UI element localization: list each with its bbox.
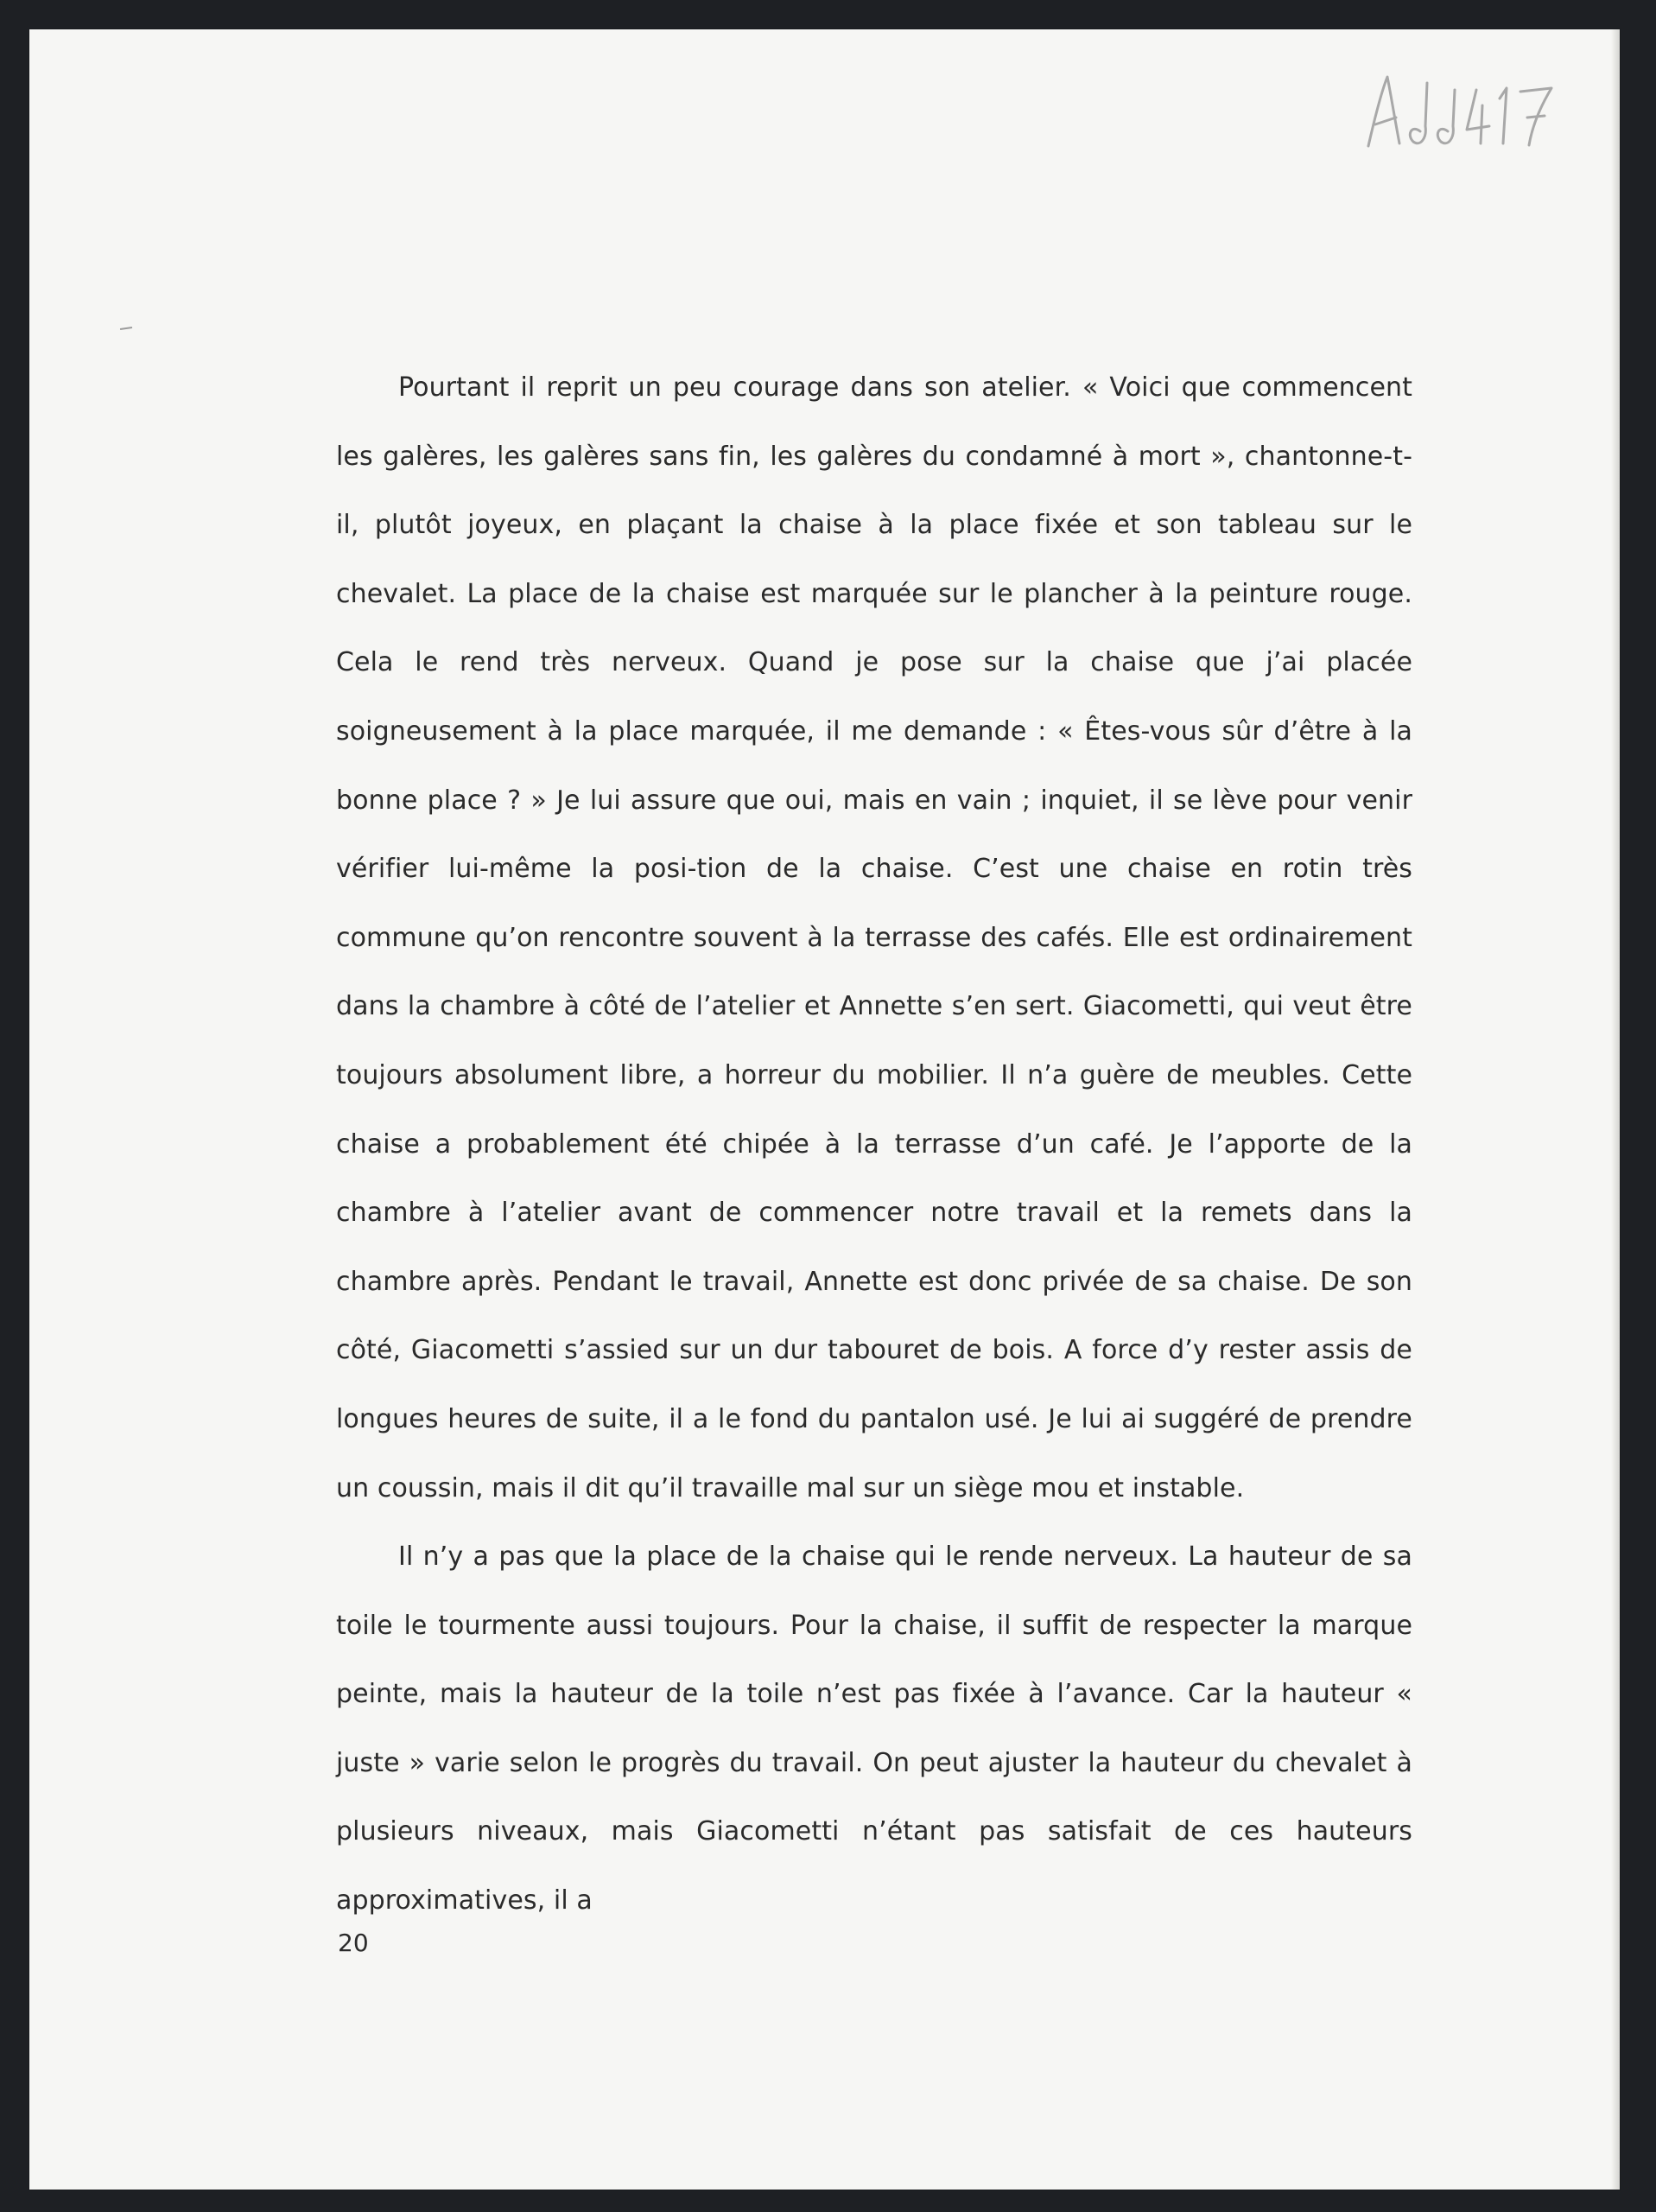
handwritten-annotation [1351,64,1576,159]
body-text [336,353,1412,1936]
page-number: 20 [338,1929,369,1957]
paper-speck [120,327,132,330]
pencil-annotation-icon [1351,64,1576,159]
paragraph-2: Il n’y a pas que la place de la chaise qui le rende nerveux. La hauteur de sa toile le tourmente aussi toujours. Pour la chaise, il suffit de respecter la marque peinte, mais la hauteur de la toile n’est pas fixée à l’avance. Car la hauteur « juste » varie selon le progrès du travail. On peut ajuster la hauteur du chevalet à plusieurs niveaux, mais Giacometti n’étant pas satisfait de ces hauteurs approximatives, il a [336,1541,1412,1916]
paragraph-1: Pourtant il reprit un peu courage dans son atelier. « Voici que commencent les galères, les galères sans fin, les galères du condamné à mort », chantonne-t-il, plutôt joyeux, en plaçant la chaise à la place fixée et son tableau sur le chevalet. La place de la chaise est marquée sur le plancher à la peinture rouge. Cela le rend très nerveux. Quand je pose sur la chaise que j’ai placée soigneusement à la place marquée, il me demande : « Êtes-vous sûr d’être à la bonne place ? » Je lui assure que oui, mais en vain ; inquiet, il se lève pour venir vérifier lui-même la posi-tion de la chaise. C’est une chaise en rotin très commune qu’on rencontre souvent à la terrasse des cafés. Elle est ordinairement dans la chambre à côté de l’atelier et Annette s’en sert. Giacometti, qui veut être toujours absolument libre, a horreur du mobilier. Il n’a guère de meubles. Cette chaise a probablement été chipée à la terrasse d’un café. Je l’apporte de la chambre à l’atelier avant de commencer notre travail et la remets dans la chambre après. Pendant le travail, Annette est donc privée de sa chaise. De son côté, Giacometti s’assied sur un dur tabouret de bois. A force d’y rester assis de longues heures de suite, il a le fond du pantalon usé. Je lui ai suggéré de prendre un coussin, mais il dit qu’il travaille mal sur un siège mou et instable. [336,372,1412,1503]
document-page [29,29,1620,2190]
page-edge-shadow [1611,29,1620,2190]
